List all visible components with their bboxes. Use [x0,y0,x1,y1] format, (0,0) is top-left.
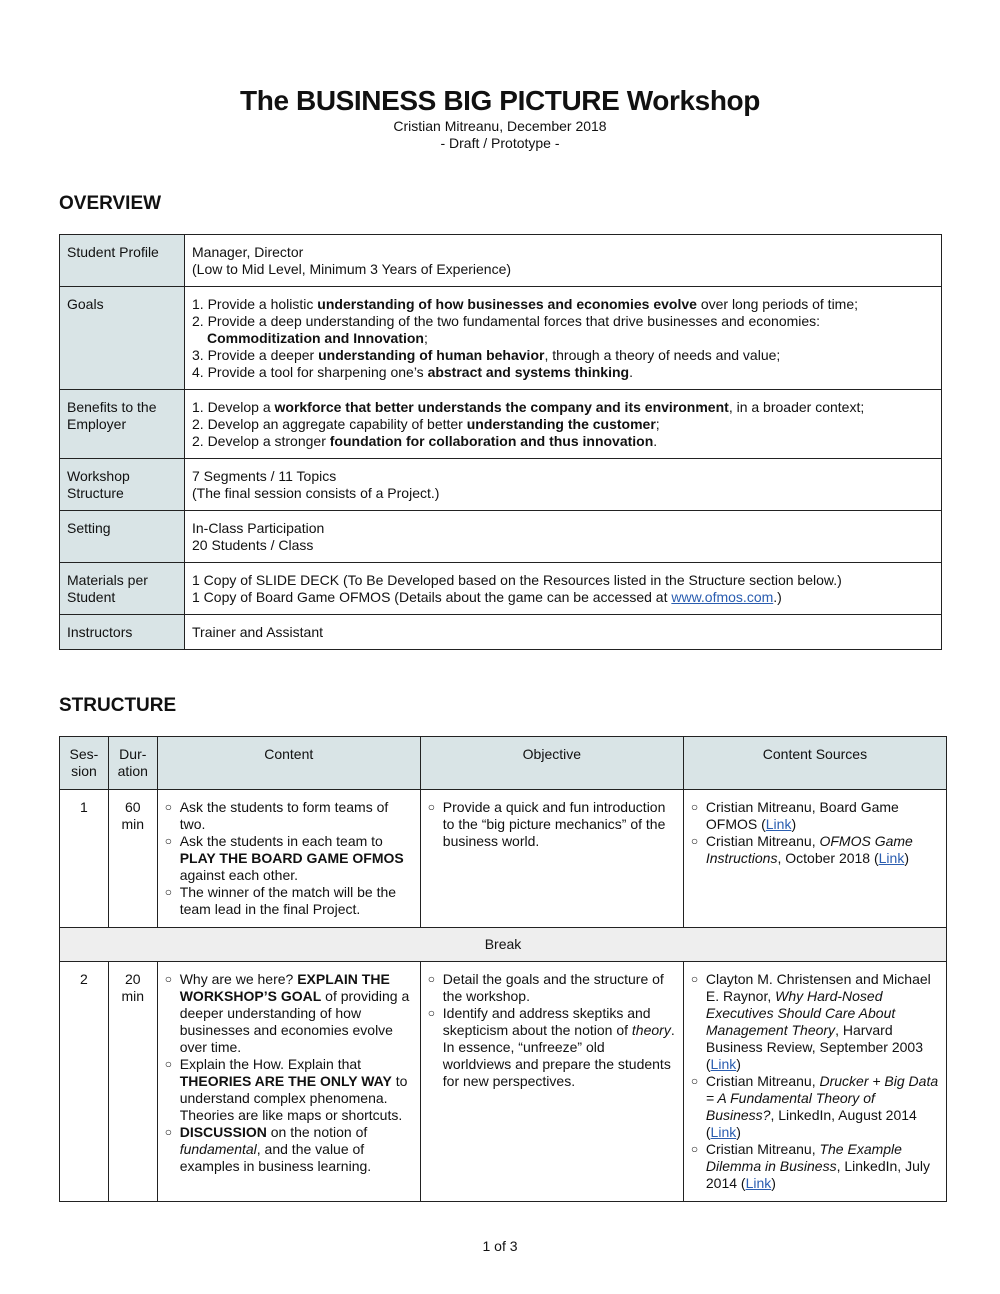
goal-item: 1. Provide a holistic understanding of how businesses and economies evolve over long periods of time; [192,296,859,312]
list-item: ○ Provide a quick and fun introduction to the “big picture mechanics” of the business world. [428,799,676,850]
list-item: ○ The winner of the match will be the team lead in the final Project. [165,884,413,918]
ofmos-website-link[interactable]: www.ofmos.com [671,589,774,605]
goal-item: 3. Provide a deeper understanding of human behavior, through a theory of needs and value; [192,347,781,363]
text-line: 7 Segments / 11 Topics [192,468,337,484]
header-duration: Dur- ation [108,737,157,790]
structure-table [59,736,947,1202]
text-line: In-Class Participation [192,520,325,536]
goal-item: 4. Provide a tool for sharpening one’s abstract and systems thinking. [192,364,633,380]
status-line: - Draft / Prototype - [440,135,560,151]
benefit-item: 2. Develop an aggregate capability of better understanding the customer; [192,416,660,432]
content-cell [157,962,420,1202]
text-line: Manager, Director [192,244,304,260]
sources-cell [683,790,946,928]
header-session: Ses- sion [60,737,109,790]
row-label: Goals [60,287,185,390]
row-value [185,390,942,459]
goal-item: 2. Provide a deep understanding of the two fundamental forces that drive businesses and economies: Commoditization and Innovation; [192,313,821,346]
text-line: 1 Copy of Board Game OFMOS (Details about the game can be accessed at www.ofmos.com.) [192,589,782,605]
row-value [185,511,942,563]
header-sources: Content Sources [683,737,946,790]
row-value [185,459,942,511]
source-link[interactable]: Link [710,1056,737,1072]
duration: 20 min [108,962,157,1202]
break-label: Break [60,928,947,962]
list-item: ○ Why are we here? EXPLAIN THE WORKSHOP’S GOAL of providing a deeper understanding of how businesses and economies evolve over time. [165,971,413,1056]
text-line: (The final session consists of a Project.) [192,485,440,501]
table-row [60,459,942,511]
list-item: ○ Ask the students to form teams of two. [165,799,413,833]
row-label: Materials per Student [60,563,185,615]
duration: 60 min [108,790,157,928]
row-label: Student Profile [60,235,185,287]
source-link[interactable]: Link [745,1175,772,1191]
row-label: Instructors [60,615,185,650]
overview-heading: OVERVIEW [59,193,162,214]
header-content: Content [157,737,420,790]
row-label: Benefits to the Employer [60,390,185,459]
benefit-item: 2. Develop a stronger foundation for collaboration and thus innovation. [192,433,658,449]
table-row [60,563,942,615]
page-number: 1 of 3 [482,1238,518,1254]
list-item: ○ Cristian Mitreanu, The Example Dilemma in Business, LinkedIn, July 2014 (Link) [691,1141,939,1192]
table-row [60,790,947,928]
list-item: ○ Explain the How. Explain that THEORIES ARE THE ONLY WAY to understand complex phenomena. Theories are like maps or shortcuts. [165,1056,413,1124]
session-number: 2 [60,962,109,1202]
table-row [60,390,942,459]
table-row [60,235,942,287]
row-value: Trainer and Assistant [185,615,942,650]
list-item: ○ Clayton M. Christensen and Michael E. Raynor, Why Hard-Nosed Executives Should Care About Management Theory, Harvard Business Review, September 2003 (Link) [691,971,939,1073]
table-row [60,287,942,390]
source-link[interactable]: Link [878,850,905,866]
sources-cell [683,962,946,1202]
structure-heading: STRUCTURE [59,695,177,716]
table-header-row [60,737,947,790]
source-link[interactable]: Link [710,1124,737,1140]
break-row [60,928,947,962]
row-label: Workshop Structure [60,459,185,511]
list-item: ○ Detail the goals and the structure of the workshop. [428,971,676,1005]
list-item: ○ Cristian Mitreanu, OFMOS Game Instructions, October 2018 (Link) [691,833,939,867]
row-value [185,287,942,390]
document-header [0,84,1000,152]
table-row [60,615,942,650]
row-value [185,235,942,287]
source-link[interactable]: Link [765,816,792,832]
benefit-item: 1. Develop a workforce that better understands the company and its environment, in a broader context; [192,399,865,415]
objective-cell [420,962,683,1202]
content-cell [157,790,420,928]
header-objective: Objective [420,737,683,790]
overview-table [59,234,942,650]
list-item: ○ Cristian Mitreanu, Drucker + Big Data = A Fundamental Theory of Business?, LinkedIn, August 2014 (Link) [691,1073,939,1141]
list-item: ○ DISCUSSION on the notion of fundamental, and the value of examples in business learning. [165,1124,413,1175]
table-row [60,962,947,1202]
list-item: ○ Cristian Mitreanu, Board Game OFMOS (Link) [691,799,939,833]
table-row [60,511,942,563]
row-value [185,563,942,615]
document-title: The BUSINESS BIG PICTURE Workshop [240,85,760,116]
text-line: 1 Copy of SLIDE DECK (To Be Developed based on the Resources listed in the Structure section below.) [192,572,842,588]
list-item: ○ Ask the students in each team to PLAY THE BOARD GAME OFMOS against each other. [165,833,413,884]
text-line: (Low to Mid Level, Minimum 3 Years of Experience) [192,261,512,277]
list-item: ○ Identify and address skeptiks and skepticism about the notion of theory. In essence, “unfreeze” old worldviews and prepare the students for new perspectives. [428,1005,676,1090]
text-line: 20 Students / Class [192,537,314,553]
objective-cell [420,790,683,928]
session-number: 1 [60,790,109,928]
author-line: Cristian Mitreanu, December 2018 [393,118,607,134]
row-label: Setting [60,511,185,563]
